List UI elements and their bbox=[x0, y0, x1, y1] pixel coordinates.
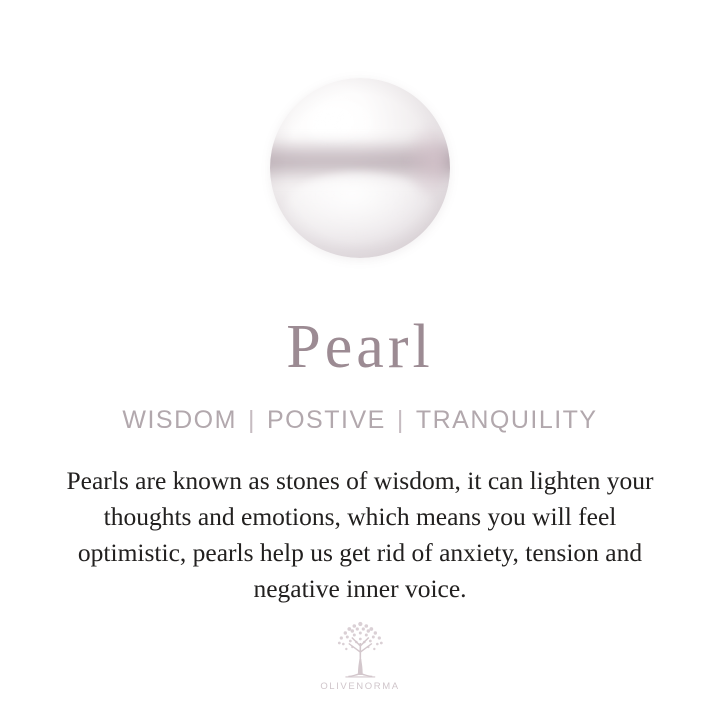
keyword-wisdom: WISDOM bbox=[122, 406, 237, 434]
pearl-image bbox=[270, 78, 450, 258]
keyword-separator-2: | bbox=[396, 406, 405, 434]
keyword-list bbox=[122, 406, 597, 435]
pearl-sphere-icon bbox=[270, 78, 450, 258]
brand-logo bbox=[320, 617, 399, 692]
keyword-postive: POSTIVE bbox=[266, 406, 386, 434]
description-text: Pearls are known as stones of wisdom, it can lighten your thoughts and emotions, which means you will feel optimistic, pearls help us get rid of anxiety, tension and negative inner voice. bbox=[66, 466, 654, 603]
keyword-separator-1: | bbox=[247, 406, 256, 434]
pearl-vignette bbox=[270, 78, 450, 258]
brand-name: OLIVENORMA bbox=[320, 681, 400, 692]
tree-of-life-icon bbox=[321, 617, 399, 679]
page-title: Pearl bbox=[286, 313, 434, 381]
keyword-tranquility: TRANQUILITY bbox=[415, 406, 598, 434]
